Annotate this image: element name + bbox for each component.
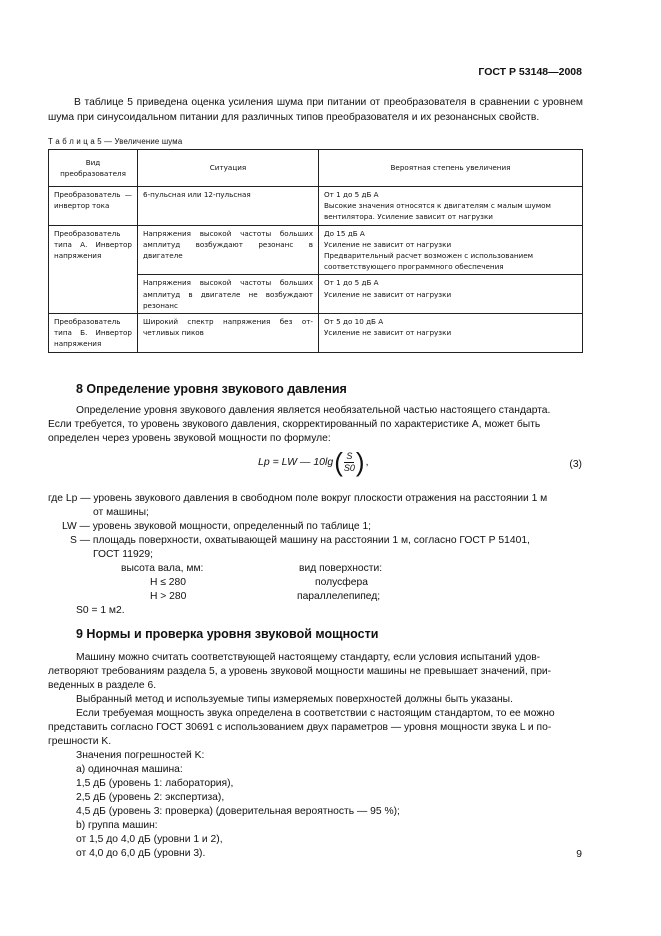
formula-left: Lp = LW — 10lg: [258, 456, 334, 468]
header-increase: Вероятная степень увеличения: [319, 150, 583, 187]
cell-effect: [319, 225, 583, 275]
formula-end: ,: [365, 456, 369, 468]
s8-line1: Определение уровня звукового давления является необязательной частью настоящего стандарта.: [76, 405, 551, 416]
document-id: ГОСТ Р 53148—2008: [478, 66, 582, 78]
where-s-cont: ГОСТ 11929;: [93, 549, 153, 560]
formula-3: [258, 449, 368, 475]
cell-situation: Напряжения высокой частоты больших амплитуд в двигателе не возбуждают резонанс: [138, 275, 319, 314]
effect-line: Усиление не зависит от нагрузки: [324, 289, 452, 299]
effect-line: Высокие значения относятся к двигателям с малым шумом вентилятора. Усиление зависит от нагрузки: [324, 201, 551, 222]
surface-type-header: вид поверхности:: [299, 563, 383, 574]
table-row: [49, 187, 583, 226]
cell-type: Преобразователь — инвертор тока: [49, 187, 138, 226]
s9-p3-line1: Если требуемая мощность звука определена в соответствии с настоящим стандартом, то ее можно: [76, 708, 555, 719]
shaft-height-2: H > 280: [150, 591, 187, 602]
effect-line: До 15 дБ А: [324, 228, 365, 238]
section-8-heading: 8 Определение уровня звукового давления: [76, 382, 347, 396]
s9-p3-line3: грешности K.: [48, 736, 112, 747]
cell-type: Преобразователь типа Б. Инвертор напряжения: [49, 314, 138, 353]
cell-effect: [319, 187, 583, 226]
table-row: [49, 225, 583, 275]
equation-number: (3): [569, 459, 582, 470]
s9-p1-line1: Машину можно считать соответствующей настоящему стандарту, если условия испытаний удов-: [76, 652, 541, 663]
s8-line2: Если требуется, то уровень звукового давления, скорректированный по характеристике А, может быть: [48, 419, 541, 430]
table-caption: Т а б л и ц а 5 — Увеличение шума: [48, 137, 183, 146]
cell-effect: [319, 275, 583, 314]
page-number: 9: [576, 849, 582, 860]
effect-line: От 1 до 5 дБ А: [324, 278, 379, 288]
s9-p3-line2: представить согласно ГОСТ 30691 с использованием двух параметров — уровня мощности звука L и по-: [48, 722, 552, 733]
s0-definition: S0 = 1 м2.: [76, 605, 125, 616]
where-s: S — площадь поверхности, охватывающей машину на расстоянии 1 м, согласно ГОСТ Р 51401,: [70, 535, 530, 546]
cell-type: Преобразователь типа А. Инвертор напряжения: [49, 225, 138, 313]
cell-situation: Широкий спектр напряжения без отчетливых пиков: [138, 314, 319, 353]
list-item: а) одиночная машина:: [76, 764, 183, 775]
table-header-row: [49, 150, 583, 187]
cell-effect: [319, 314, 583, 353]
list-item: от 4,0 до 6,0 дБ (уровни 3).: [76, 848, 206, 859]
effect-line: От 1 до 5 дБ А: [324, 190, 379, 199]
where-lp-cont: от машины;: [93, 507, 149, 518]
fraction: [344, 451, 355, 474]
list-item: 4,5 дБ (уровень 3: проверка) (доверительная вероятность — 95 %);: [76, 806, 400, 817]
effect-line: Усиление не зависит от нагрузки: [324, 239, 452, 249]
s8-line3: определен через уровень звуковой мощности по формуле:: [48, 433, 331, 444]
paren-open: (: [334, 447, 343, 477]
intro-paragraph: В таблице 5 приведена оценка усиления шума при питании от преобразователя в сравнении с уровнем шума при синусоидальном питании для различных типов преобразователя и их резонансных свойств.: [48, 97, 583, 123]
where-lp: где Lp — уровень звукового давления в свободном поле вокруг плоскости отражения на расстоянии 1 м: [48, 493, 548, 504]
fraction-denominator: S0: [343, 462, 355, 473]
effect-line: От 5 до 10 дБ А: [324, 317, 384, 327]
list-item: 2,5 дБ (уровень 2: экспертиза),: [76, 792, 225, 803]
cell-situation: 6-пульсная или 12-пульсная: [138, 187, 319, 226]
shaft-height-header: высота вала, мм:: [121, 563, 204, 574]
list-item: b) группа машин:: [76, 820, 158, 831]
surface-type-1: полусфера: [315, 577, 368, 588]
shaft-height-1: H ≤ 280: [150, 577, 186, 588]
effect-line: Усиление не зависит от нагрузки: [324, 328, 452, 338]
paren-close: ): [355, 447, 365, 477]
where-lw: LW — уровень звуковой мощности, определенный по таблице 1;: [62, 521, 372, 532]
header-converter-type: Вид преобразователя: [49, 150, 138, 187]
effect-line: Предварительный расчет возможен с использованием соответствующего программного обеспечения: [324, 251, 534, 272]
list-item: Значения погрешностей K:: [76, 750, 205, 761]
fraction-numerator: S: [346, 450, 353, 461]
section-9-heading: 9 Нормы и проверка уровня звуковой мощности: [76, 627, 379, 641]
surface-type-2: параллелепипед;: [297, 591, 381, 602]
s9-p1-line2: летворяют требованиям раздела 5, а уровень звуковой мощности машины не превышает значений, при-: [48, 666, 552, 677]
cell-situation: Напряжения высокой частоты больших амплитуд возбуждают резонанс в двигателе: [138, 225, 319, 275]
list-item: от 1,5 до 4,0 дБ (уровни 1 и 2),: [76, 834, 223, 845]
s9-p2: Выбранный метод и используемые типы измеряемых поверхностей должны быть указаны.: [76, 694, 513, 705]
s9-p1-line3: веденных в разделе 6.: [48, 680, 157, 691]
header-situation: Ситуация: [138, 150, 319, 187]
noise-increase-table: [48, 149, 583, 353]
table-row: [49, 314, 583, 353]
list-item: 1,5 дБ (уровень 1: лаборатория),: [76, 778, 234, 789]
